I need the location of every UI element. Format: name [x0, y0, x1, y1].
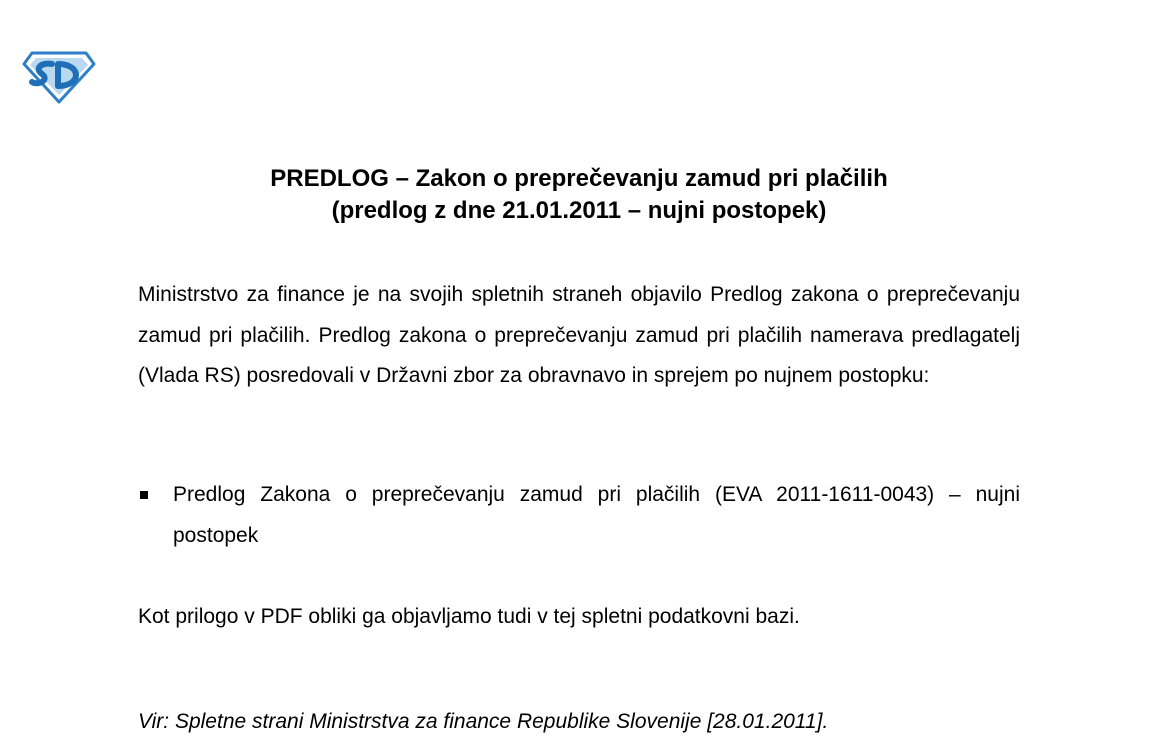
- intro-paragraph: Ministrstvo za finance je na svojih spletnih straneh objavilo Predlog zakona o preprečevanju zamud pri plačilih. Predlog zakona o preprečevanju zamud pri plačilih namerava predlagatelj (Vlada RS) posredovali v Državni zbor za obravnavo in sprejem po nujnem postopku:: [138, 283, 1020, 387]
- sd-shield-logo-icon: [22, 50, 96, 104]
- list-item-text: Predlog Zakona o preprečevanju zamud pri plačilih (EVA 2011-1611-0043) – nujni postopek: [173, 483, 1020, 547]
- square-bullet-icon: [140, 491, 148, 499]
- title-line-1: PREDLOG – Zakon o preprečevanju zamud pri plačilih: [270, 165, 888, 192]
- source-note: Vir: Spletne strani Ministrstva za finance Republike Slovenije [28.01.2011].: [138, 710, 829, 733]
- title-line-2: (predlog z dne 21.01.2011 – nujni postopek): [331, 197, 827, 224]
- document-title: [138, 163, 1020, 227]
- bullet-list: [138, 475, 1020, 556]
- attachment-note: Kot prilogo v PDF obliki ga objavljamo tudi v tej spletni podatkovni bazi.: [138, 605, 800, 628]
- list-item: [138, 475, 1020, 556]
